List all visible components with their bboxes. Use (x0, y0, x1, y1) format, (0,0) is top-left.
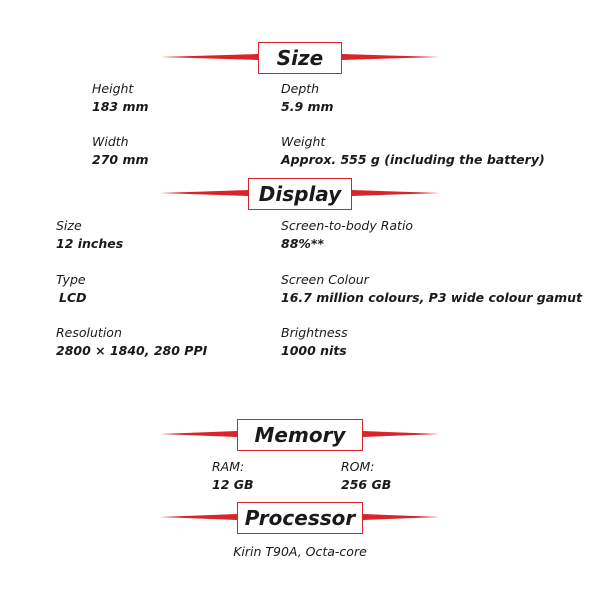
processor-value: Kirin T90A, Octa-core (233, 544, 367, 559)
rom-value: 256 GB (341, 477, 392, 492)
height-value: 183 mm (92, 99, 149, 114)
height-label: Height (92, 81, 134, 96)
weight-value: Approx. 555 g (including the battery) (281, 152, 545, 167)
rom-spec (341, 458, 391, 494)
width-value: 270 mm (92, 152, 149, 167)
width-spec (92, 133, 149, 169)
display-heading: Display (248, 178, 352, 210)
display-section-header (0, 176, 600, 216)
display-size-value: 12 inches (56, 236, 124, 251)
rom-label: ROM: (341, 459, 375, 474)
display-size-spec (56, 217, 123, 253)
weight-label: Weight (281, 134, 326, 149)
size-section-header (0, 40, 600, 80)
memory-section-header (0, 417, 600, 457)
type-value: LCD (59, 290, 87, 305)
resolution-spec (56, 324, 207, 360)
depth-spec (281, 80, 334, 116)
processor-heading: Processor (237, 502, 363, 534)
type-spec (56, 271, 87, 307)
screen-colour-spec (281, 271, 582, 307)
ram-label: RAM: (212, 459, 245, 474)
brightness-spec (281, 324, 348, 360)
display-size-label: Size (56, 218, 82, 233)
height-spec (92, 80, 149, 116)
ratio-label: Screen-to-body Ratio (281, 218, 414, 233)
ram-value: 12 GB (212, 477, 254, 492)
ram-spec (212, 458, 254, 494)
screen-colour-label: Screen Colour (281, 272, 369, 287)
size-heading: Size (258, 42, 342, 74)
processor-spec (0, 543, 600, 561)
ratio-spec (281, 217, 413, 253)
resolution-label: Resolution (56, 325, 122, 340)
depth-label: Depth (281, 81, 320, 96)
resolution-value: 2800 × 1840, 280 PPI (56, 343, 208, 358)
brightness-value: 1000 nits (281, 343, 347, 358)
weight-spec (281, 133, 545, 169)
ratio-value: 88%** (281, 236, 324, 251)
brightness-label: Brightness (281, 325, 348, 340)
width-label: Width (92, 134, 129, 149)
depth-value: 5.9 mm (281, 99, 334, 114)
processor-section-header (0, 500, 600, 540)
screen-colour-value: 16.7 million colours, P3 wide colour gamut (281, 290, 583, 305)
memory-heading: Memory (237, 419, 363, 451)
type-label: Type (56, 272, 86, 287)
